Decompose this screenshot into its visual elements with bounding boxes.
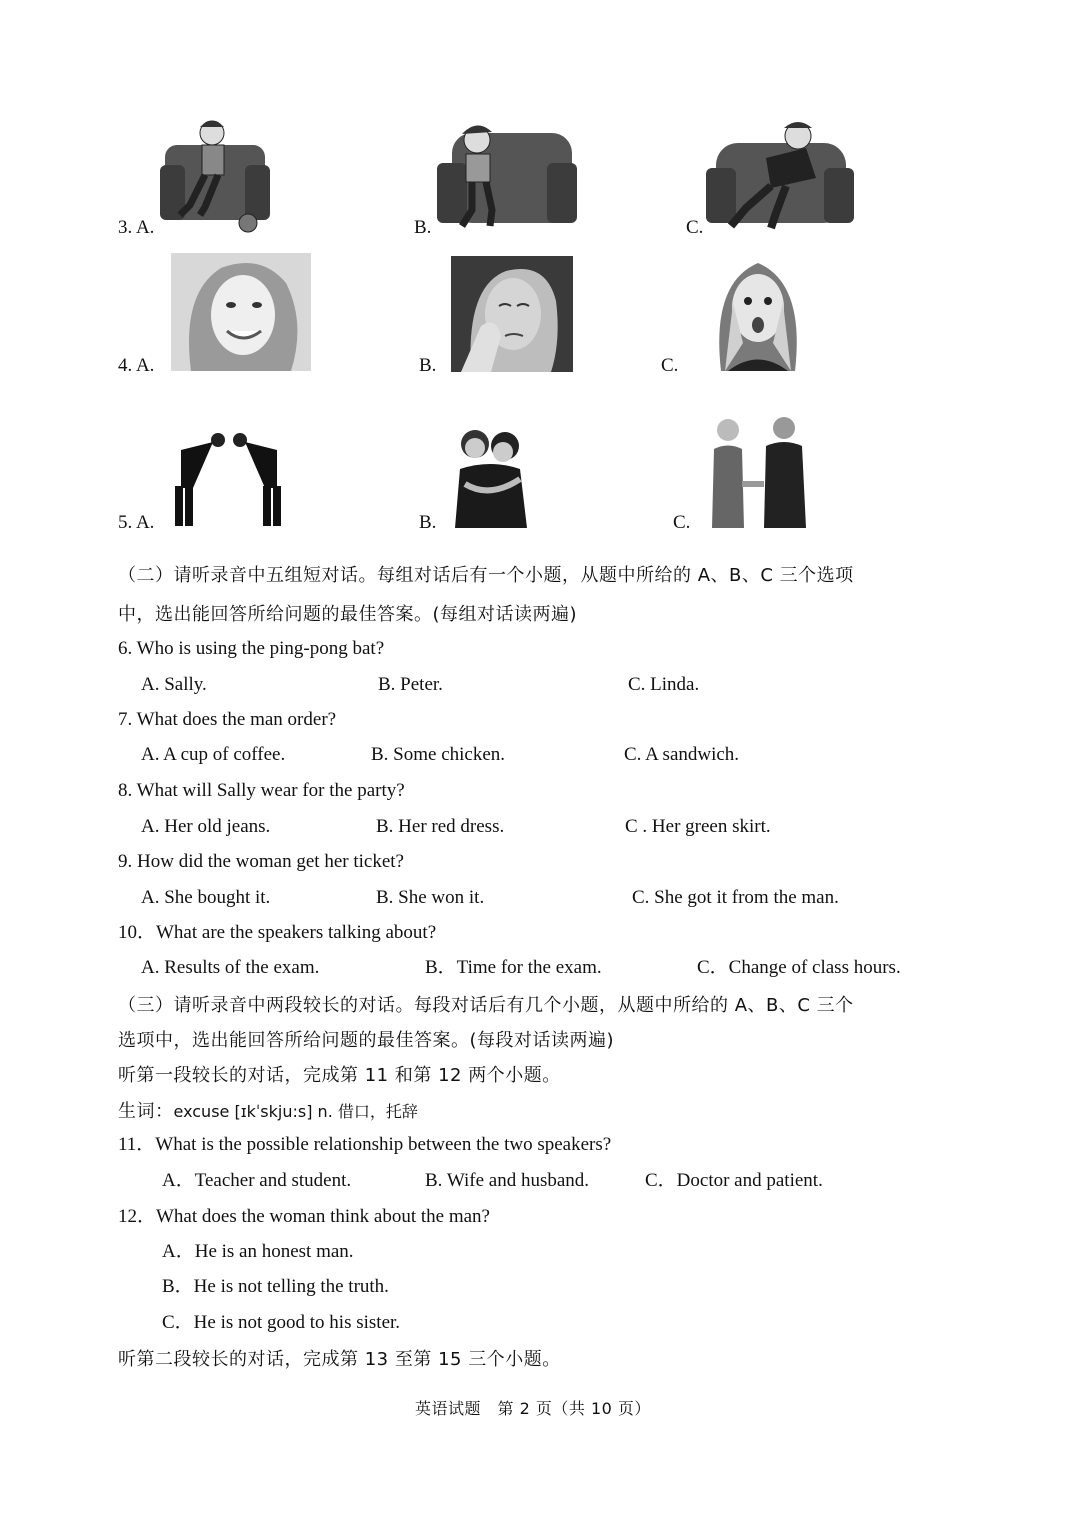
handshake-photo [700,414,818,528]
vocab-line [118,1097,418,1123]
surprised-girl-photo [703,253,813,371]
row3-label-b: B. [414,217,432,238]
section2-intro-line2: 中，选出能回答所给问题的最佳答案。(每组对话读两遍) [118,604,578,625]
q10-option-a: A. Results of the exam. [141,957,320,978]
q11-option-b: B. Wife and husband. [425,1170,590,1191]
q9-option-b: B. She won it. [376,887,485,908]
question-8: 8. What will Sally wear for the party? [118,780,405,801]
q12-option-a: A．He is an honest man. [162,1241,354,1262]
armchair-boy-sad-image [160,115,270,233]
vocab-entry: excuse [ɪkˈskju:s] n. 借口，托辞 [173,1102,418,1121]
smiling-woman-photo [171,253,311,371]
question-7: 7. What does the man order? [118,709,337,730]
q6-option-b: B. Peter. [378,674,443,695]
q9-option-c: C. She got it from the man. [632,887,839,908]
two-women-hugging-photo [445,424,535,528]
q10-option-b: B．Time for the exam. [425,957,602,978]
q8-option-b: B. Her red dress. [376,816,505,837]
section3-intro-line1: （三）请听录音中两段较长的对话。每段对话后有几个小题，从题中所给的 A、B、C 三个 [118,995,854,1016]
row4-label-a: 4. A. [118,355,155,376]
q6-option-a: A. Sally. [141,674,207,695]
q11-option-c: C．Doctor and patient. [645,1170,823,1191]
row5-label-c: C. [673,512,691,533]
armchair-boy-thinking-image [432,118,577,233]
dialog2-intro: 听第二段较长的对话，完成第 13 至第 15 三个小题。 [118,1349,561,1370]
q12-option-b: B．He is not telling the truth. [162,1276,389,1297]
q7-option-a: A. A cup of coffee. [141,744,286,765]
row3-label-c: C. [686,217,704,238]
q8-option-c: C . Her green skirt. [625,816,771,837]
q12-option-c: C．He is not good to his sister. [162,1312,401,1333]
section3-intro-line2: 选项中，选出能回答所给问题的最佳答案。(每段对话读两遍) [118,1030,615,1051]
vocab-label: 生词： [118,1101,174,1122]
question-6: 6. Who is using the ping-pong bat? [118,638,385,659]
row5-label-b: B. [419,512,437,533]
q8-option-a: A. Her old jeans. [141,816,271,837]
q7-option-b: B. Some chicken. [371,744,506,765]
page-footer: 英语试题 第 2 页（共 10 页） [415,1399,651,1418]
dialog1-intro: 听第一段较长的对话，完成第 11 和第 12 两个小题。 [118,1065,561,1086]
question-10: 10．What are the speakers talking about? [118,922,437,943]
two-men-bowing-image [163,428,295,528]
row5-label-a: 5. A. [118,512,155,533]
row4-label-b: B. [419,355,437,376]
question-12: 12．What does the woman think about the man? [118,1206,490,1227]
section2-intro-line1: （二）请听录音中五组短对话。每组对话后有一个小题，从题中所给的 A、B、C 三个选项 [118,565,854,586]
crying-woman-photo [451,256,573,372]
q11-option-a: A．Teacher and student. [162,1170,352,1191]
row3-label-a: 3. A. [118,217,155,238]
q6-option-c: C. Linda. [628,674,700,695]
q10-option-c: C．Change of class hours. [697,957,901,978]
row4-label-c: C. [661,355,679,376]
q7-option-c: C. A sandwich. [624,744,740,765]
question-11: 11．What is the possible relationship between the two speakers? [118,1134,612,1155]
armchair-man-relaxing-image [706,118,854,233]
q9-option-a: A. She bought it. [141,887,271,908]
question-9: 9. How did the woman get her ticket? [118,851,404,872]
